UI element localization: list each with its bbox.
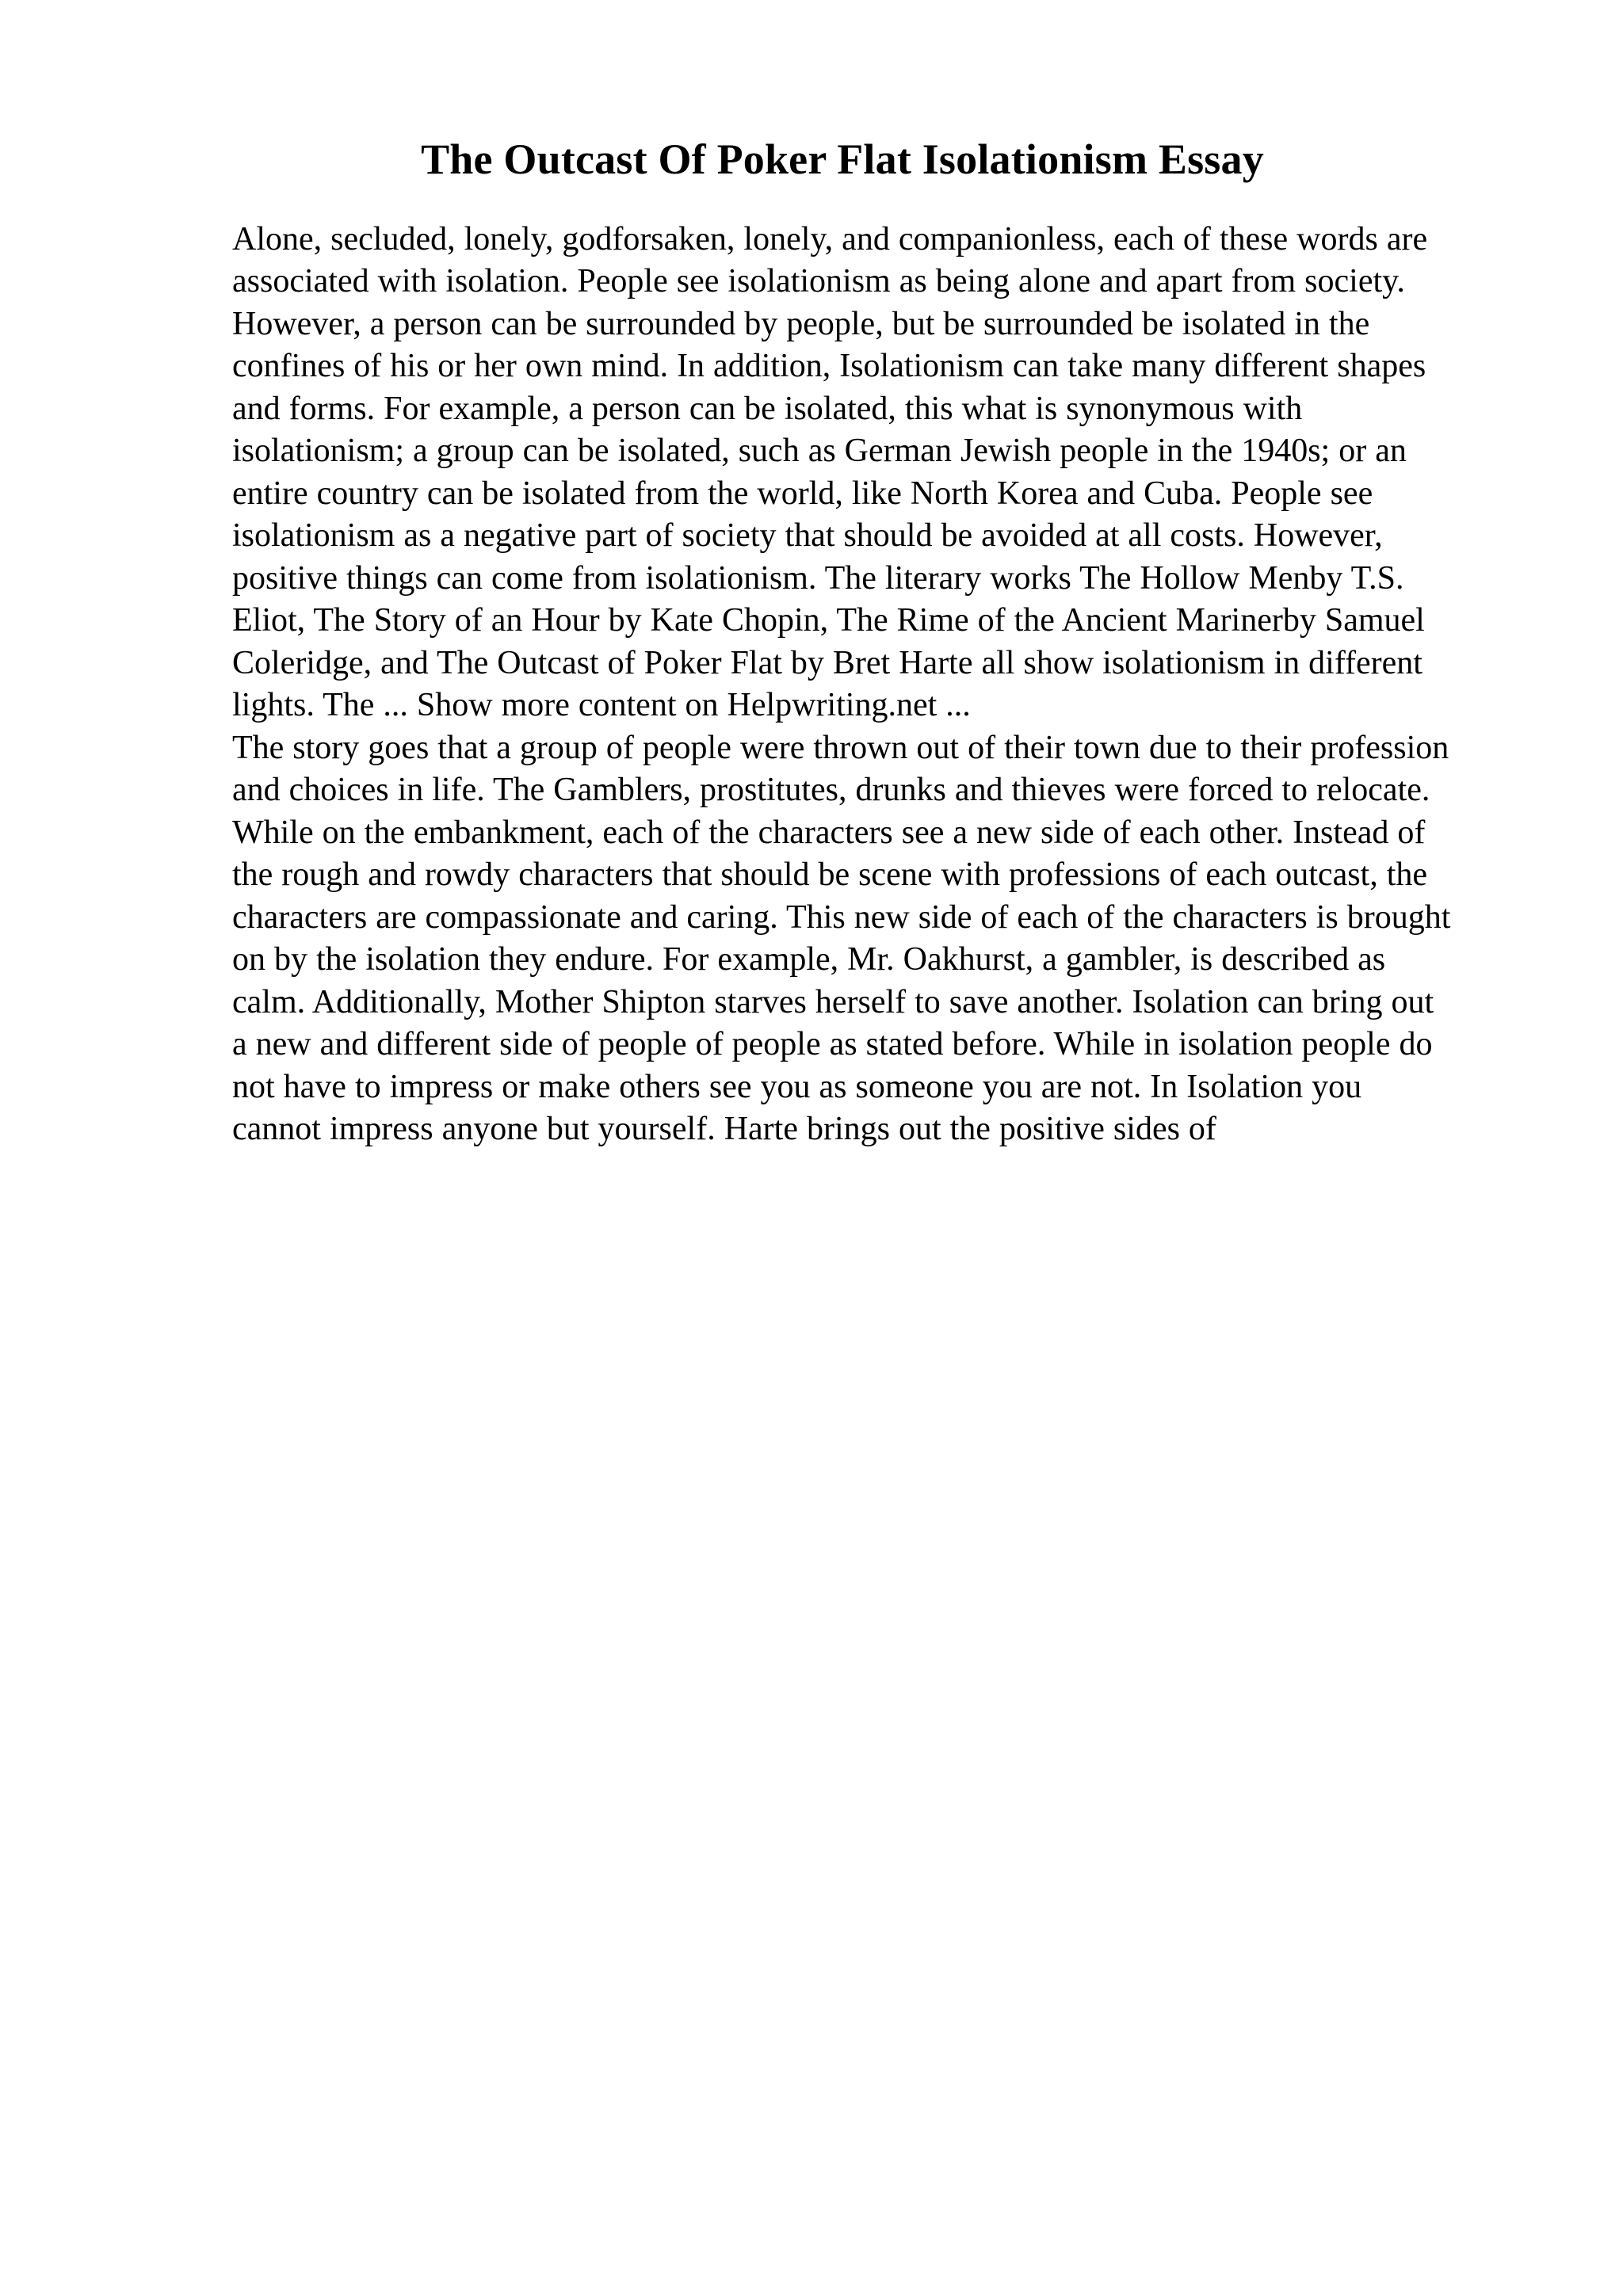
- essay-paragraph-1: Alone, secluded, lonely, godforsaken, lonely, and companionless, each of these words are associated with isolation. People see isolationism as being alone and apart from society. However, a person can be surrounded by people, but be surrounded be isolated in the confines of his or her own mind. In addition, Isolationism can take many different shapes and forms. For example, a person can be isolated, this what is synonymous with isolationism; a group can be isolated, such as German Jewish people in the 1940s; or an entire country can be isolated from the world, like North Korea and Cuba. People see isolationism as a negative part of society that should be avoided at all costs. However, positive things can come from isolationism. The literary works The Hollow Menby T.S. Eliot, The Story of an Hour by Kate Chopin, The Rime of the Ancient Marinerby Samuel Coleridge, and The Outcast of Poker Flat by Bret Harte all show isolationism in different lights. The ... Show more content on Helpwriting.net ...: [232, 220, 1428, 724]
- document-content: [232, 135, 1453, 1151]
- page-title: The Outcast Of Poker Flat Isolationism Essay: [421, 135, 1264, 183]
- essay-paragraph-2: The story goes that a group of people were thrown out of their town due to their profession and choices in life. The Gamblers, prostitutes, drunks and thieves were forced to relocate. While on the embankment, each of the characters see a new side of each other. Instead of the rough and rowdy characters that should be scene with professions of each outcast, the characters are compassionate and caring. This new side of each of the characters is brought on by the isolation they endure. For example, Mr. Oakhurst, a gambler, is described as calm. Additionally, Mother Shipton starves herself to save another. Isolation can bring out a new and different side of people of people as stated before. While in isolation people do not have to impress or make others see you as someone you are not. In Isolation you cannot impress anyone but yourself. Harte brings out the positive sides of: [232, 729, 1451, 1148]
